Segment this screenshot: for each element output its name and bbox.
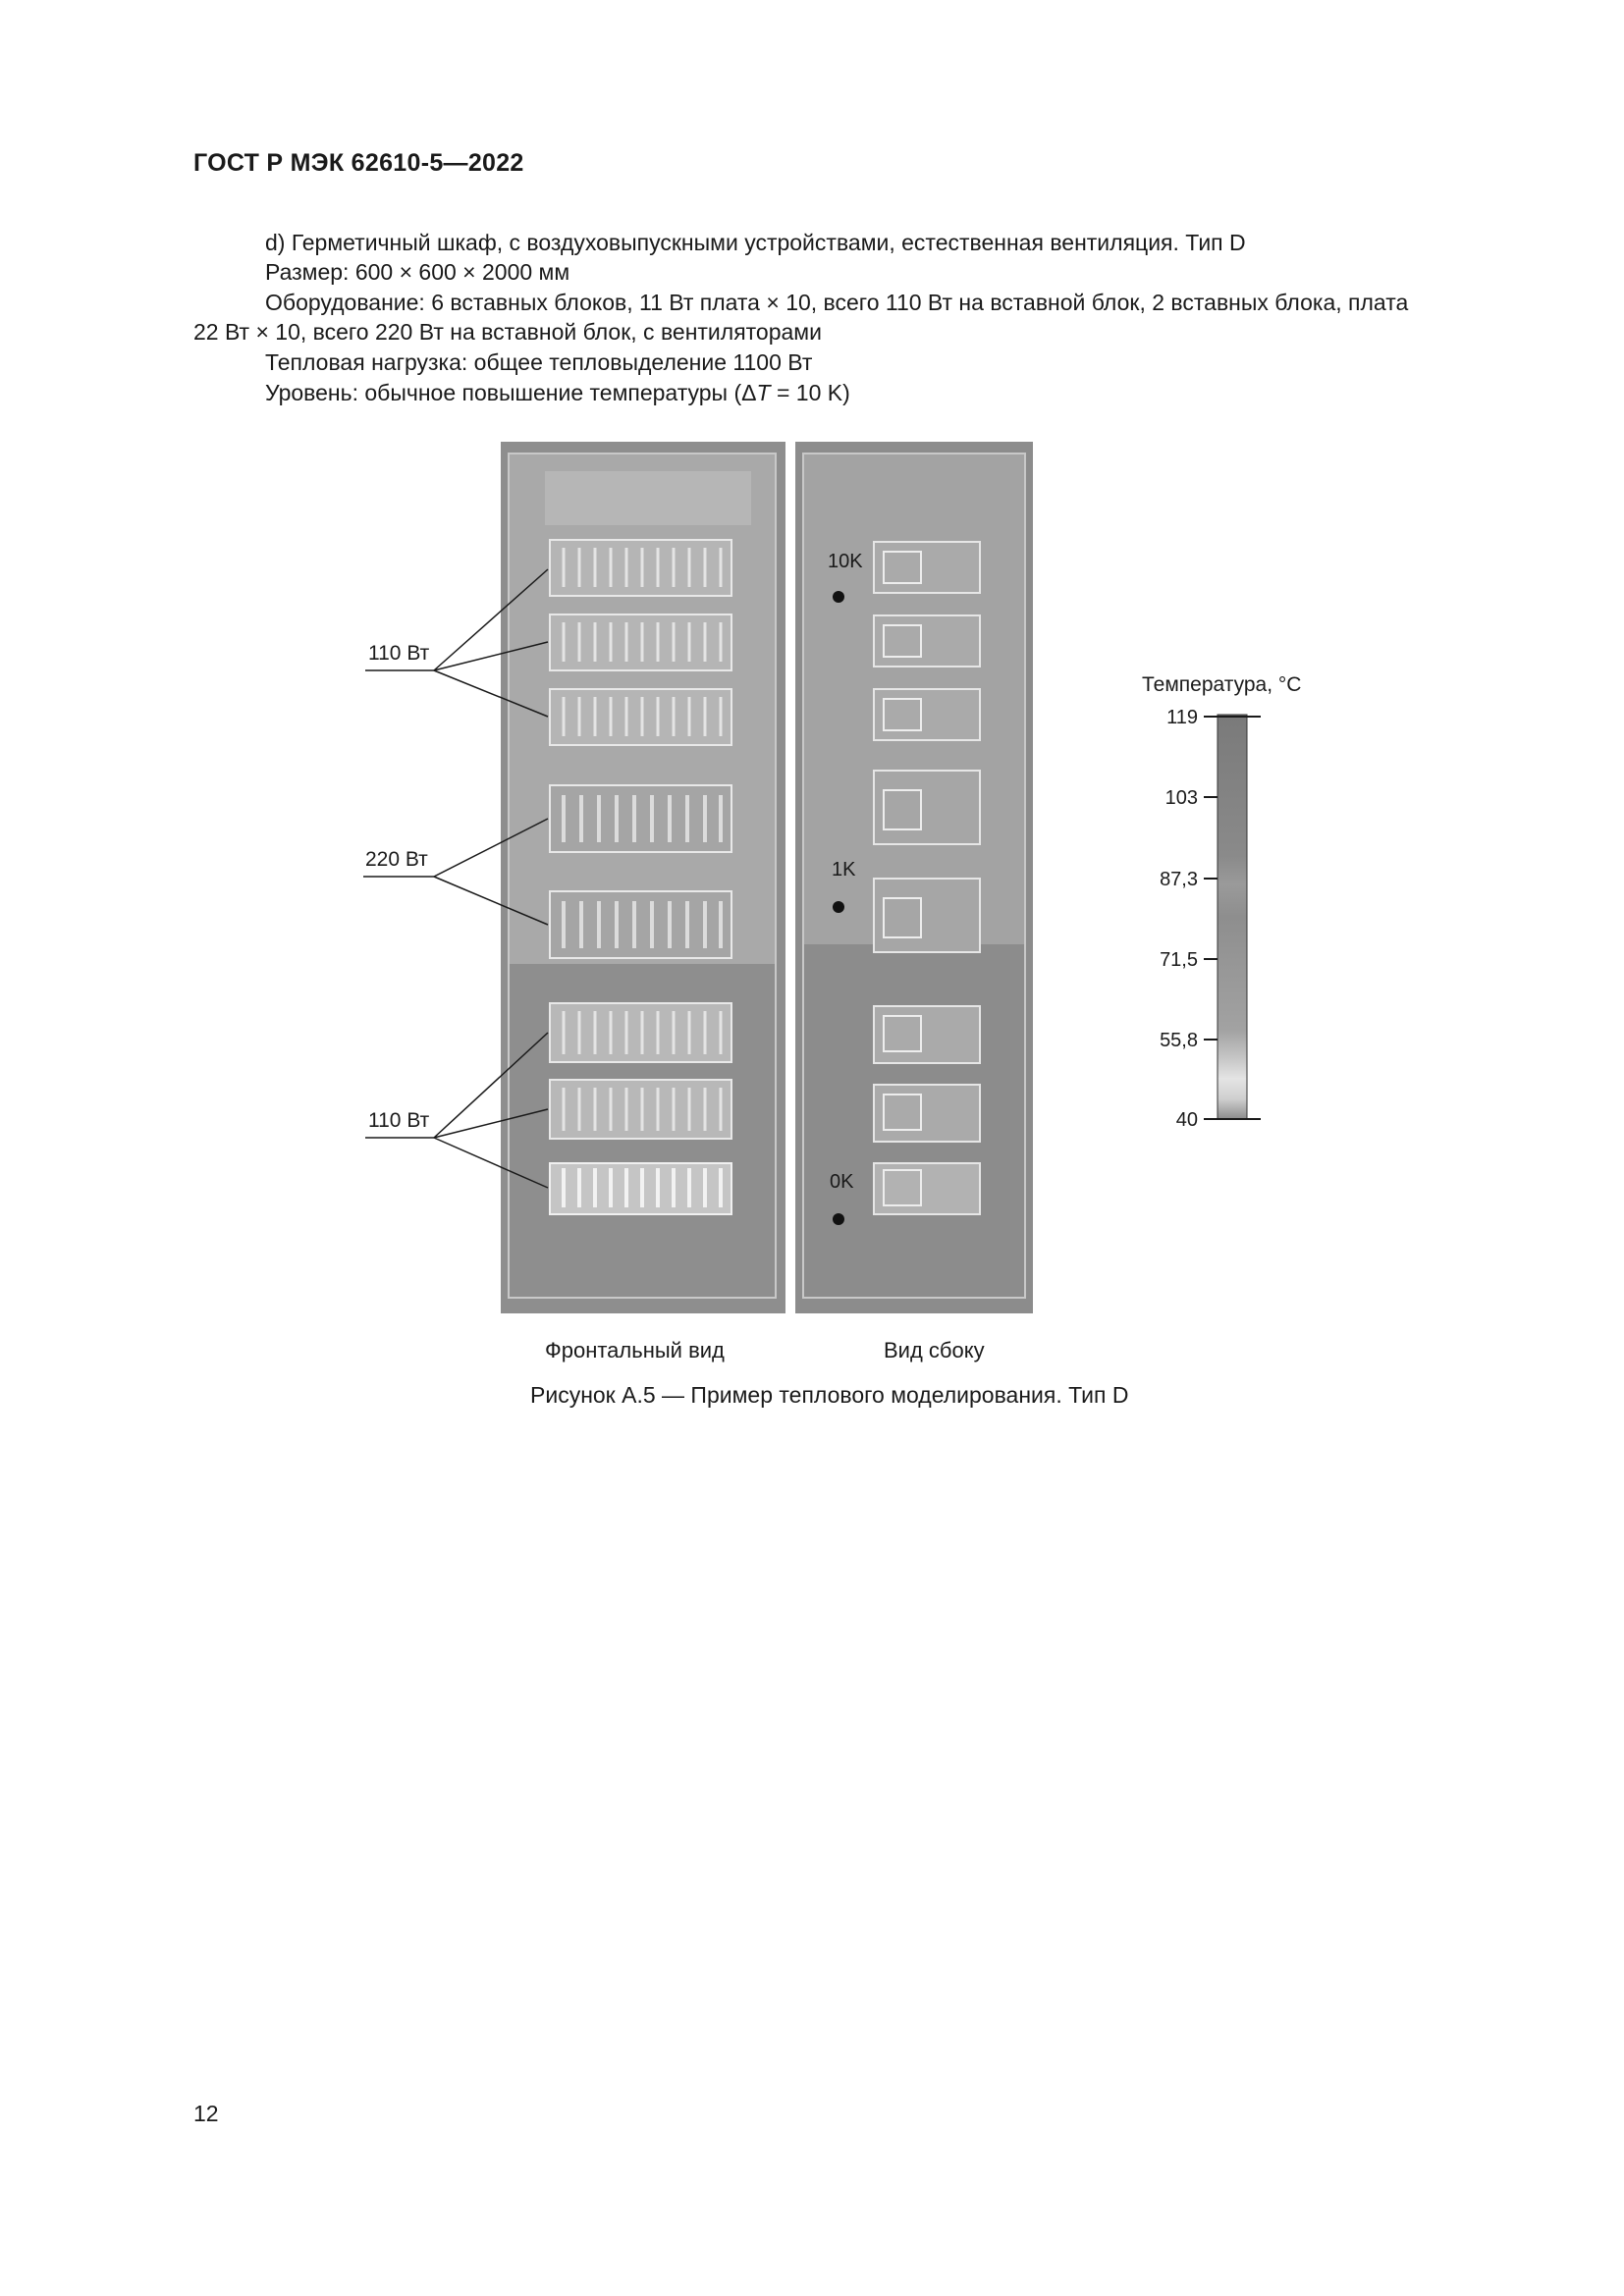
paragraph-line-3: Оборудование: 6 вставных блоков, 11 Вт плата × 10, всего 110 Вт на вставной блок, 2 вставных блока, плата xyxy=(265,290,1409,315)
side-marker-1k-dot xyxy=(833,901,844,913)
side-module-4 xyxy=(874,771,980,844)
side-marker-0k-dot xyxy=(833,1213,844,1225)
line-6-suffix: = 10 K) xyxy=(770,380,850,405)
label-110w-top: 110 Вт xyxy=(368,642,430,665)
front-block-110-3 xyxy=(550,689,731,745)
front-block-220-2 xyxy=(550,891,731,958)
side-module-8 xyxy=(874,1163,980,1214)
front-block-110-5 xyxy=(550,1080,731,1139)
side-module-3 xyxy=(874,689,980,740)
side-marker-10k-dot xyxy=(833,591,844,603)
side-module-7 xyxy=(874,1085,980,1142)
side-module-6 xyxy=(874,1006,980,1063)
side-view-panel xyxy=(795,442,1033,1313)
scale-label-40: 40 xyxy=(1175,1109,1198,1131)
scale-label-87: 87,3 xyxy=(1160,869,1198,890)
side-marker-10k: 10K xyxy=(828,551,863,572)
delta-symbol: Δ xyxy=(741,380,757,405)
scale-title: Температура, °C xyxy=(1142,673,1302,696)
side-view-caption: Вид сбоку xyxy=(884,1338,985,1362)
scale-label-103: 103 xyxy=(1164,787,1198,809)
paragraph-line-2: Размер: 600 × 600 × 2000 мм xyxy=(265,259,570,285)
label-110w-bottom: 110 Вт xyxy=(368,1109,430,1132)
front-view-caption: Фронтальный вид xyxy=(545,1338,725,1362)
front-block-110-2 xyxy=(550,614,731,670)
side-module-5 xyxy=(874,879,980,952)
front-block-220-1 xyxy=(550,785,731,852)
front-block-110-1 xyxy=(550,540,731,596)
side-module-2 xyxy=(874,615,980,667)
document-header: ГОСТ Р МЭК 62610-5—2022 xyxy=(193,149,524,177)
front-view-hot-zone xyxy=(545,471,751,525)
scale-label-71: 71,5 xyxy=(1160,949,1198,971)
label-220w: 220 Вт xyxy=(365,848,428,871)
side-module-1 xyxy=(874,542,980,593)
thermal-simulation-figure xyxy=(353,432,1335,1335)
page-number: 12 xyxy=(193,2101,219,2126)
paragraph-line-4: 22 Вт × 10, всего 220 Вт на вставной блок, с вентиляторами xyxy=(193,319,822,345)
figure-caption: Рисунок А.5 — Пример теплового моделирования. Тип D xyxy=(530,1382,1129,1408)
scale-bar xyxy=(1218,715,1247,1119)
scale-label-119: 119 xyxy=(1166,707,1198,728)
scale-label-55: 55,8 xyxy=(1160,1030,1198,1051)
paragraph-line-5: Тепловая нагрузка: общее тепловыделение 1100 Вт xyxy=(265,349,813,375)
paragraph-line-6 xyxy=(265,378,850,407)
side-marker-1k: 1K xyxy=(832,859,856,881)
t-symbol: T xyxy=(756,380,771,405)
side-marker-0k: 0K xyxy=(830,1171,854,1193)
temperature-scale xyxy=(1142,673,1301,1131)
front-block-110-6 xyxy=(550,1163,731,1214)
paragraph-line-1: d) Герметичный шкаф, с воздуховыпускными устройствами, естественная вентиляция. Тип D xyxy=(265,230,1246,255)
front-block-110-4 xyxy=(550,1003,731,1062)
line-6-prefix: Уровень: обычное повышение температуры ( xyxy=(265,380,742,405)
